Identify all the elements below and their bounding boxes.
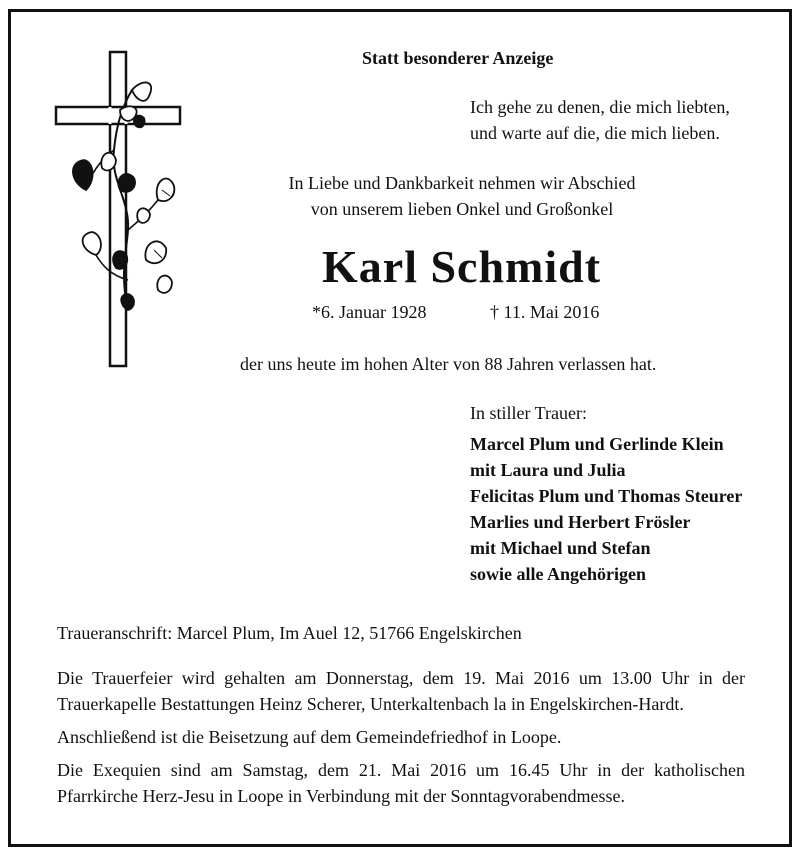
mourner-name: Felicitas Plum und Thomas Steurer <box>470 486 743 506</box>
intro-line-2: von unserem lieben Onkel und Großonkel <box>310 199 614 219</box>
birth-date: *6. Januar 1928 <box>312 302 427 322</box>
mourners-heading: In stiller Trauer: <box>470 403 587 423</box>
poem-line-1: Ich gehe zu denen, die mich liebten, <box>470 97 730 117</box>
burial-paragraph: Anschließend ist die Beisetzung auf dem Gemeindefriedhof in Loope. <box>57 727 562 747</box>
requiem-paragraph: Die Exequien sind am Samstag, dem 21. Mai 2016 um 16.45 Uhr in der katholischen Pfarrkirche Herz-Jesu in Loope in Verbindung mit der Sonntagvorabendmesse. <box>57 760 745 806</box>
cross-with-vine-icon <box>50 50 190 370</box>
intro-line-1: In Liebe und Dankbarkeit nehmen wir Abschied <box>288 173 636 193</box>
mourner-name: Marcel Plum und Gerlinde Klein <box>470 434 724 454</box>
age-line: der uns heute im hohen Alter von 88 Jahren verlassen hat. <box>240 354 657 374</box>
mourning-address: Traueranschrift: Marcel Plum, Im Auel 12, 51766 Engelskirchen <box>57 623 522 643</box>
mourner-name: mit Michael und Stefan <box>470 538 651 558</box>
header-line: Statt besonderer Anzeige <box>362 48 554 68</box>
mourner-name: Marlies und Herbert Frösler <box>470 512 691 532</box>
deceased-name: Karl Schmidt <box>322 241 602 292</box>
mourner-name: mit Laura und Julia <box>470 460 626 480</box>
poem-line-2: und warte auf die, die mich lieben. <box>470 123 720 143</box>
funeral-service-paragraph: Die Trauerfeier wird gehalten am Donnerstag, dem 19. Mai 2016 um 13.00 Uhr in der Trauerkapelle Bestattungen Heinz Scherer, Unterkaltenbach la in Engelskirchen-Hardt. <box>57 668 745 714</box>
mourner-name: sowie alle Angehörigen <box>470 564 646 584</box>
death-date: † 11. Mai 2016 <box>490 302 600 322</box>
